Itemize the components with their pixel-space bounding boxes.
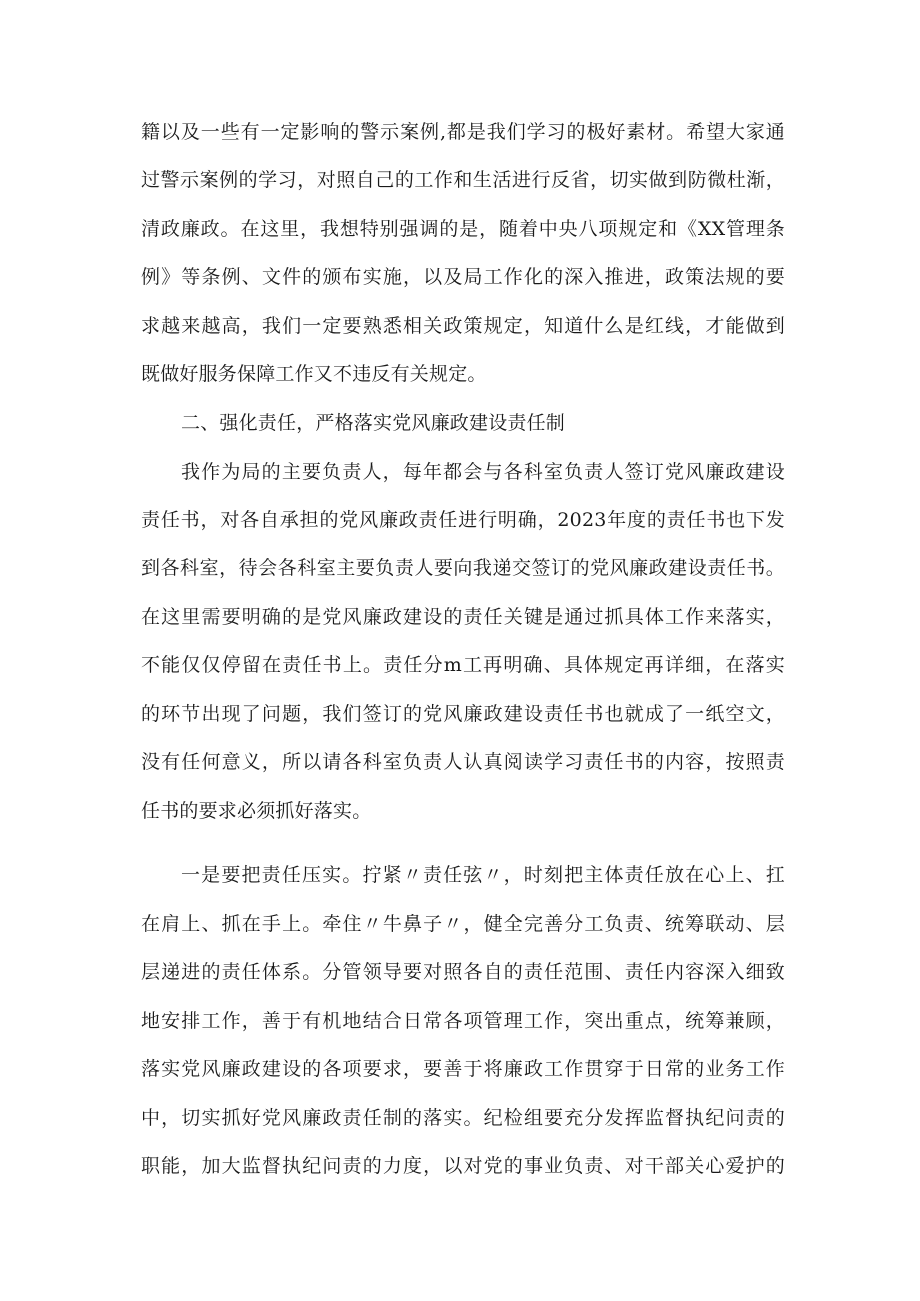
text-line: 在肩上、抓在手上。牵住〃牛鼻子〃，健全完善分工负责、统筹联动、层 (141, 913, 785, 935)
text-line: 责任书，对各自承担的党风廉政责任进行明确，2023年度的责任书也下发 (141, 509, 785, 531)
section-heading: 二、强化责任，严格落实党风廉政建设责任制 (181, 412, 566, 434)
text-line: 任书的要求必须抓好落实。 (141, 800, 372, 822)
text-line: 例》等条例、文件的颁布实施，以及局工作化的深入推进，政策法规的要 (141, 266, 785, 288)
text-line: 到各科室，待会各科室主要负责人要向我递交签订的党风廉政建设责任书。 (141, 557, 785, 579)
text-line: 在这里需要明确的是党风廉政建设的责任关键是通过抓具体工作来落实， (141, 606, 785, 628)
text-line: 职能，加大监督执纪问责的力度，以对党的事业负责、对干部关心爱护的 (141, 1155, 785, 1177)
text-line: 过警示案例的学习，对照自己的工作和生活进行反省，切实做到防微杜渐， (141, 169, 785, 191)
text-line: 既做好服务保障工作又不违反有关规定。 (141, 363, 487, 385)
text-line: 一是要把责任压实。拧紧〃责任弦〃，时刻把主体责任放在心上、扛 (181, 864, 785, 886)
text-line: 籍以及一些有一定影响的警示案例,都是我们学习的极好素材。希望大家通 (141, 121, 785, 143)
text-line: 地安排工作，善于有机地结合日常各项管理工作，突出重点，统筹兼顾， (141, 1010, 785, 1032)
text-line: 求越来越高，我们一定要熟悉相关政策规定，知道什么是红线，才能做到 (141, 315, 785, 337)
text-line: 我作为局的主要负责人，每年都会与各科室负责人签订党风廉政建设 (181, 461, 785, 483)
text-line: 的环节出现了问题，我们签订的党风廉政建设责任书也就成了一纸空文， (141, 703, 785, 725)
text-line: 清政廉政。在这里，我想特别强调的是，随着中央八项规定和《XX管理条 (141, 218, 785, 240)
text-line: 没有任何意义，所以请各科室负责人认真阅读学习责任书的内容，按照责 (141, 751, 785, 773)
text-line: 中，切实抓好党风廉政责任制的落实。纪检组要充分发挥监督执纪问责的 (141, 1107, 785, 1129)
text-line: 不能仅仅停留在责任书上。责任分m工再明确、具体规定再详细，在落实 (141, 654, 785, 676)
text-line: 落实党风廉政建设的各项要求，要善于将廉政工作贯穿于日常的业务工作 (141, 1058, 785, 1080)
text-line: 层递进的责任体系。分管领导要对照各自的责任范围、责任内容深入细致 (141, 961, 785, 983)
